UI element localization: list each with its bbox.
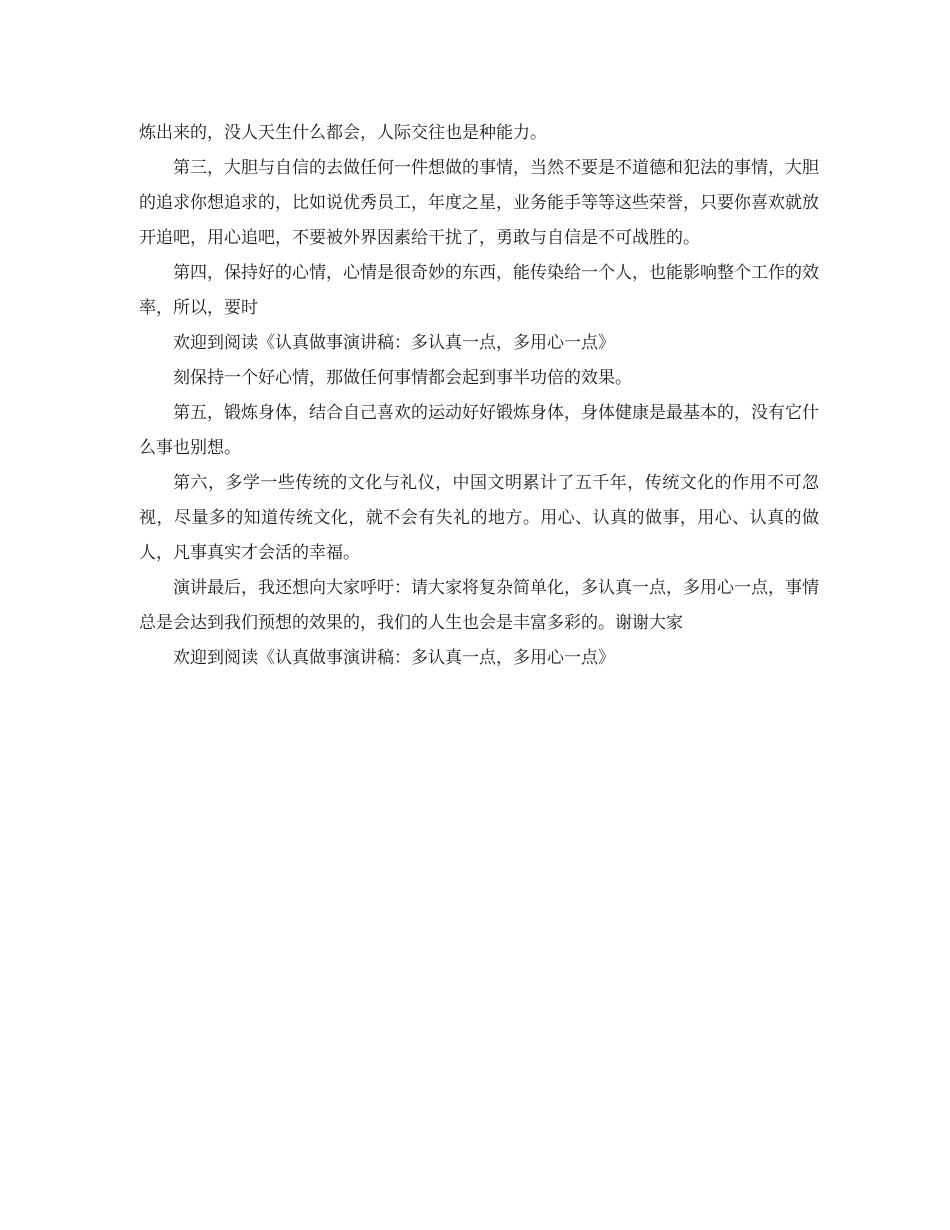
paragraph-sixth-point: 第六，多学一些传统的文化与礼仪，中国文明累计了五千年，传统文化的作用不可忽视，尽量多的知道传统文化，就不会有失礼的地方。用心、认真的做事，用心、认真的做人，凡事真实才会活的幸福。 xyxy=(139,473,819,563)
document-body xyxy=(139,116,819,676)
reading-banner: 欢迎到阅读《认真做事演讲稿：多认真一点，多用心一点》 xyxy=(173,333,615,353)
paragraph-fifth-point: 第五，锻炼身体，结合自己喜欢的运动好好锻炼身体，身体健康是最基本的，没有它什么事也别想。 xyxy=(139,403,819,458)
paragraph-closing: 演讲最后，我还想向大家呼吁：请大家将复杂简单化，多认真一点，多用心一点，事情总是会达到我们预想的效果的，我们的人生也会是丰富多彩的。谢谢大家 xyxy=(139,578,819,633)
reading-banner-footer: 欢迎到阅读《认真做事演讲稿：多认真一点，多用心一点》 xyxy=(173,648,615,668)
paragraph-third-point: 第三，大胆与自信的去做任何一件想做的事情，当然不要是不道德和犯法的事情，大胆的追求你想追求的，比如说优秀员工，年度之星，业务能手等等这些荣誉，只要你喜欢就放开追吧，用心追吧，不要被外界因素给干扰了，勇敢与自信是不可战胜的。 xyxy=(139,158,819,248)
paragraph-fourth-point-continued: 刻保持一个好心情，那做任何事情都会起到事半功倍的效果。 xyxy=(173,368,632,388)
paragraph-fourth-point: 第四，保持好的心情，心情是很奇妙的东西，能传染给一个人，也能影响整个工作的效率，所以，要时 xyxy=(139,263,819,318)
paragraph-continuation: 炼出来的，没人天生什么都会，人际交往也是种能力。 xyxy=(139,123,547,143)
